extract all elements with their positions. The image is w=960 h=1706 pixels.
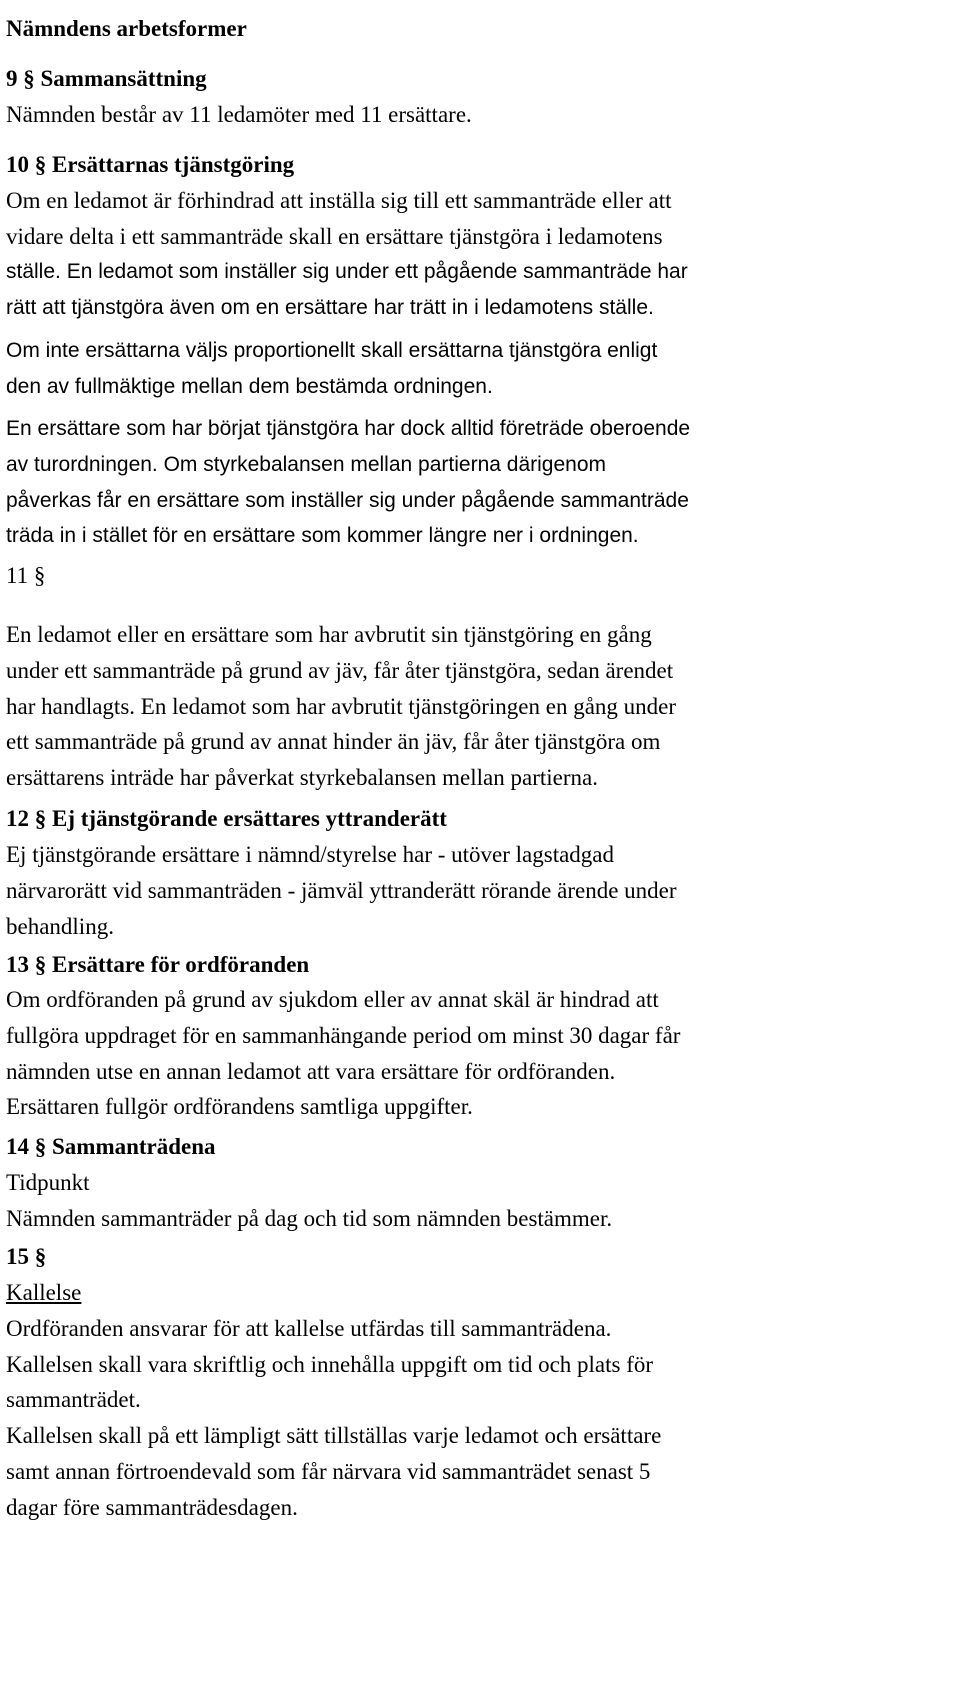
- paragraph-line: 11 §: [6, 563, 46, 588]
- section-heading: 14 § Sammanträdena: [6, 1134, 216, 1159]
- paragraph-line: En ersättare som har börjat tjänstgöra har dock alltid företräde oberoende: [6, 417, 691, 440]
- paragraph-line: ställe. En ledamot som inställer sig under ett pågående sammanträde har: [6, 260, 688, 283]
- paragraph-line: Nämnden består av 11 ledamöter med 11 ersättare.: [6, 102, 472, 127]
- section-heading: 9 § Sammansättning: [6, 66, 207, 91]
- paragraph-line: har handlagts. En ledamot som har avbrutit tjänstgöringen en gång under: [6, 694, 677, 719]
- paragraph-line: fullgöra uppdraget för en sammanhängande period om minst 30 dagar får: [6, 1023, 681, 1048]
- paragraph-line: Nämnden sammanträder på dag och tid som nämnden bestämmer.: [6, 1206, 613, 1231]
- paragraph-line: ersättarens inträde har påverkat styrkebalansen mellan partierna.: [6, 765, 598, 790]
- paragraph-line: Om inte ersättarna väljs proportionellt skall ersättarna tjänstgöra enligt: [6, 339, 658, 362]
- paragraph-line: träda in i stället för en ersättare som kommer längre ner i ordningen.: [6, 524, 639, 547]
- section-heading: 12 § Ej tjänstgörande ersättares yttranderätt: [6, 806, 447, 831]
- section-heading: 10 § Ersättarnas tjänstgöring: [6, 152, 295, 177]
- paragraph-line: under ett sammanträde på grund av jäv, får åter tjänstgöra, sedan ärendet: [6, 658, 674, 683]
- subheading: Kallelse: [6, 1280, 82, 1305]
- paragraph-line: Ersättaren fullgör ordförandens samtliga uppgifter.: [6, 1094, 473, 1119]
- paragraph-line: Kallelsen skall vara skriftlig och innehålla uppgift om tid och plats för: [6, 1352, 654, 1377]
- paragraph-line: nämnden utse en annan ledamot att vara ersättare för ordföranden.: [6, 1059, 616, 1084]
- paragraph-line: Ej tjänstgörande ersättare i nämnd/styrelse har - utöver lagstadgad: [6, 842, 615, 867]
- paragraph-line: Tidpunkt: [6, 1170, 90, 1195]
- paragraph-line: dagar före sammanträdesdagen.: [6, 1495, 298, 1520]
- section-heading: Nämndens arbetsformer: [6, 16, 247, 41]
- paragraph-line: samt annan förtroendevald som får närvara vid sammanträdet senast 5: [6, 1459, 651, 1484]
- paragraph-line: Ordföranden ansvarar för att kallelse utfärdas till sammanträdena.: [6, 1316, 612, 1341]
- paragraph-line: rätt att tjänstgöra även om en ersättare har trätt in i ledamotens ställe.: [6, 296, 654, 319]
- section-heading: 13 § Ersättare för ordföranden: [6, 952, 310, 977]
- paragraph-line: sammanträdet.: [6, 1387, 141, 1412]
- paragraph-line: den av fullmäktige mellan dem bestämda ordningen.: [6, 375, 493, 398]
- paragraph-line: närvarorätt vid sammanträden - jämväl yttranderätt rörande ärende under: [6, 878, 677, 903]
- paragraph-line: ett sammanträde på grund av annat hinder än jäv, får åter tjänstgöra om: [6, 729, 661, 754]
- section-heading: 15 §: [6, 1244, 47, 1269]
- paragraph-line: vidare delta i ett sammanträde skall en ersättare tjänstgöra i ledamotens: [6, 224, 663, 249]
- paragraph-line: Om en ledamot är förhindrad att inställa sig till ett sammanträde eller att: [6, 188, 672, 213]
- paragraph-line: behandling.: [6, 914, 114, 939]
- paragraph-line: En ledamot eller en ersättare som har avbrutit sin tjänstgöring en gång: [6, 622, 652, 647]
- paragraph-line: av turordningen. Om styrkebalansen mellan partierna därigenom: [6, 453, 606, 476]
- paragraph-line: Kallelsen skall på ett lämpligt sätt tillställas varje ledamot och ersättare: [6, 1423, 662, 1448]
- paragraph-line: Om ordföranden på grund av sjukdom eller av annat skäl är hindrad att: [6, 987, 659, 1012]
- paragraph-line: påverkas får en ersättare som inställer sig under pågående sammanträde: [6, 489, 689, 512]
